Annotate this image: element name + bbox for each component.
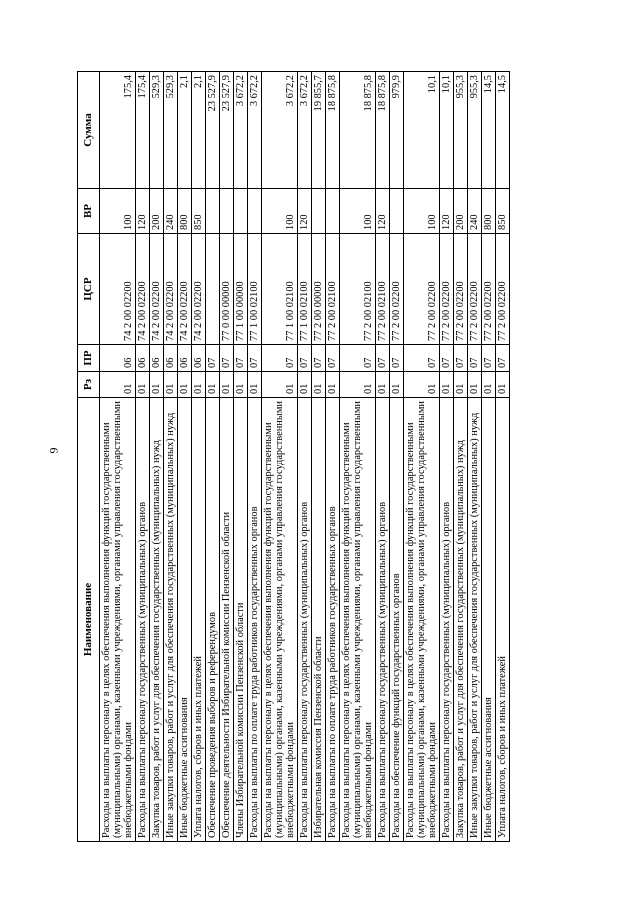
cell-rz: 01 (178, 372, 192, 398)
table-row (234, 72, 248, 842)
cell-csr: 77 0 00 00000 (220, 234, 234, 345)
cell-rz: 01 (192, 372, 206, 398)
cell-rz: 01 (326, 372, 340, 398)
cell-vr: 240 (468, 189, 482, 234)
cell-name: Члены Избирательной комиссии Пензенской области (234, 398, 248, 842)
cell-sum: 18 875,8 (340, 72, 376, 189)
cell-pr: 07 (496, 345, 510, 372)
cell-pr: 06 (192, 345, 206, 372)
cell-name: Расходы на выплаты персоналу государственных (муниципальных) органов (376, 398, 390, 842)
cell-pr: 07 (248, 345, 262, 372)
cell-name: Иные закупки товаров, работ и услуг для обеспечения государственных (муниципальных) нужд (468, 398, 482, 842)
cell-rz: 01 (248, 372, 262, 398)
cell-rz: 01 (234, 372, 248, 398)
cell-csr: 77 2 00 02200 (482, 234, 496, 345)
cell-sum: 3 672,2 (298, 72, 312, 189)
cell-rz: 01 (150, 372, 164, 398)
table-row (262, 72, 298, 842)
cell-csr (206, 234, 220, 345)
cell-rz: 01 (454, 372, 468, 398)
cell-sum: 2,1 (192, 72, 206, 189)
cell-vr: 100 (404, 189, 440, 234)
cell-name: Расходы на обеспечение функций государственных органов (390, 398, 404, 842)
cell-vr: 120 (298, 189, 312, 234)
table-row (298, 72, 312, 842)
table-row (496, 72, 510, 842)
table-row (248, 72, 262, 842)
cell-vr: 200 (150, 189, 164, 234)
header-sum: Сумма (78, 72, 100, 189)
cell-vr (248, 189, 262, 234)
table-row (482, 72, 496, 842)
table-row (178, 72, 192, 842)
cell-pr: 06 (136, 345, 150, 372)
header-pr: ПР (78, 345, 100, 372)
cell-csr: 77 1 00 00000 (234, 234, 248, 345)
cell-vr (234, 189, 248, 234)
cell-name: Избирательная комиссия Пензенской области (312, 398, 326, 842)
cell-sum: 3 672,2 (262, 72, 298, 189)
cell-sum: 3 672,2 (248, 72, 262, 189)
cell-vr (206, 189, 220, 234)
cell-rz: 01 (390, 372, 404, 398)
table-row (404, 72, 440, 842)
cell-pr: 07 (468, 345, 482, 372)
page-number: 9 (46, 447, 61, 454)
cell-pr: 06 (150, 345, 164, 372)
cell-rz: 01 (206, 372, 220, 398)
header-csr: ЦСР (78, 234, 100, 345)
cell-sum: 10,1 (440, 72, 454, 189)
cell-pr: 07 (390, 345, 404, 372)
cell-csr: 74 2 00 02200 (100, 234, 136, 345)
cell-vr (220, 189, 234, 234)
table-row (390, 72, 404, 842)
cell-pr: 07 (262, 345, 298, 372)
table-row (340, 72, 376, 842)
cell-vr: 850 (192, 189, 206, 234)
cell-name: Расходы на выплаты персоналу в целях обеспечения выполнения функций государственными (муниципальными) органами, казенными учреждениями, органами управления государственными внебюджетными фондами (404, 398, 440, 842)
cell-pr: 07 (326, 345, 340, 372)
cell-vr (312, 189, 326, 234)
cell-name: Расходы на выплаты персоналу в целях обеспечения выполнения функций государственными (муниципальными) органами, казенными учреждениями, органами управления государственными внебюджетными фондами (340, 398, 376, 842)
cell-sum: 955,3 (454, 72, 468, 189)
cell-csr: 77 2 00 02200 (496, 234, 510, 345)
cell-name: Уплата налогов, сборов и иных платежей (192, 398, 206, 842)
cell-csr: 74 2 00 02200 (136, 234, 150, 345)
cell-csr: 74 2 00 02200 (178, 234, 192, 345)
cell-pr: 07 (234, 345, 248, 372)
cell-pr: 07 (206, 345, 220, 372)
cell-sum: 955,3 (468, 72, 482, 189)
cell-rz: 01 (496, 372, 510, 398)
cell-name: Обеспечение проведения выборов и референдумов (206, 398, 220, 842)
cell-name: Обеспечение деятельности Избирательной комиссии Пензенской области (220, 398, 234, 842)
table-header-row (78, 72, 100, 842)
cell-pr: 06 (164, 345, 178, 372)
cell-sum: 14,5 (496, 72, 510, 189)
cell-rz: 01 (136, 372, 150, 398)
cell-pr: 07 (404, 345, 440, 372)
cell-name: Расходы на выплаты персоналу государственных (муниципальных) органов (298, 398, 312, 842)
cell-rz: 01 (312, 372, 326, 398)
cell-vr: 120 (440, 189, 454, 234)
cell-pr: 07 (312, 345, 326, 372)
cell-pr: 07 (298, 345, 312, 372)
cell-rz: 01 (440, 372, 454, 398)
cell-rz: 01 (482, 372, 496, 398)
cell-rz: 01 (220, 372, 234, 398)
cell-vr: 100 (100, 189, 136, 234)
table-row (136, 72, 150, 842)
cell-vr: 200 (454, 189, 468, 234)
cell-sum: 175,4 (136, 72, 150, 189)
cell-name: Иные закупки товаров, работ и услуг для обеспечения государственных (муниципальных) нужд (164, 398, 178, 842)
cell-csr: 77 2 00 02100 (376, 234, 390, 345)
cell-name: Расходы на выплаты персоналу государственных (муниципальных) органов (440, 398, 454, 842)
cell-pr: 07 (482, 345, 496, 372)
cell-csr: 77 2 00 02200 (404, 234, 440, 345)
cell-vr: 800 (482, 189, 496, 234)
cell-pr: 07 (454, 345, 468, 372)
table-row (312, 72, 326, 842)
cell-rz: 01 (468, 372, 482, 398)
header-vr: ВР (78, 189, 100, 234)
cell-pr: 07 (440, 345, 454, 372)
cell-rz: 01 (298, 372, 312, 398)
cell-vr: 100 (340, 189, 376, 234)
cell-sum: 10,1 (404, 72, 440, 189)
cell-name: Расходы на выплаты персоналу государственных (муниципальных) органов (136, 398, 150, 842)
cell-csr: 74 2 00 02200 (164, 234, 178, 345)
cell-rz: 01 (262, 372, 298, 398)
cell-csr: 77 1 00 02100 (262, 234, 298, 345)
cell-name: Расходы на выплаты персоналу в целях обеспечения выполнения функций государственными (муниципальными) органами, казенными учреждениями, органами управления государственными внебюджетными фондами (262, 398, 298, 842)
cell-csr: 77 2 00 00000 (312, 234, 326, 345)
table-row (376, 72, 390, 842)
cell-csr: 77 1 00 02100 (248, 234, 262, 345)
cell-sum: 529,3 (150, 72, 164, 189)
table-body (100, 72, 510, 842)
cell-csr: 77 2 00 02200 (454, 234, 468, 345)
table-row (440, 72, 454, 842)
cell-sum: 14,5 (482, 72, 496, 189)
cell-rz: 01 (340, 372, 376, 398)
table-row (220, 72, 234, 842)
header-name: Наименование (78, 398, 100, 842)
cell-csr: 77 2 00 02200 (390, 234, 404, 345)
table-row (100, 72, 136, 842)
cell-name: Расходы на выплаты по оплате труда работников государственных органов (326, 398, 340, 842)
cell-csr: 77 1 00 02100 (298, 234, 312, 345)
cell-sum: 3 672,2 (234, 72, 248, 189)
header-rz: Рз (78, 372, 100, 398)
budget-table (77, 71, 510, 842)
cell-name: Расходы на выплаты по оплате труда работников государственных органов (248, 398, 262, 842)
table-row (454, 72, 468, 842)
cell-csr: 77 2 00 02200 (440, 234, 454, 345)
cell-vr: 120 (136, 189, 150, 234)
cell-pr: 07 (376, 345, 390, 372)
cell-rz: 01 (376, 372, 390, 398)
cell-sum: 23 527,9 (220, 72, 234, 189)
cell-sum: 529,3 (164, 72, 178, 189)
cell-pr: 06 (100, 345, 136, 372)
cell-csr: 77 2 00 02200 (468, 234, 482, 345)
cell-pr: 07 (340, 345, 376, 372)
table-row (150, 72, 164, 842)
cell-rz: 01 (404, 372, 440, 398)
cell-csr: 74 2 00 02200 (150, 234, 164, 345)
cell-sum: 2,1 (178, 72, 192, 189)
cell-sum: 18 875,8 (376, 72, 390, 189)
table-row (192, 72, 206, 842)
cell-name: Иные бюджетные ассигнования (482, 398, 496, 842)
cell-vr: 100 (262, 189, 298, 234)
cell-name: Расходы на выплаты персоналу в целях обеспечения выполнения функций государственными (муниципальными) органами, казенными учреждениями, органами управления государственными внебюджетными фондами (100, 398, 136, 842)
cell-rz: 01 (100, 372, 136, 398)
cell-vr: 850 (496, 189, 510, 234)
cell-sum: 18 875,8 (326, 72, 340, 189)
cell-vr: 800 (178, 189, 192, 234)
cell-name: Закупка товаров, работ и услуг для обеспечения государственных (муниципальных) нужд (150, 398, 164, 842)
cell-name: Закупка товаров, работ и услуг для обеспечения государственных (муниципальных) нужд (454, 398, 468, 842)
cell-vr (390, 189, 404, 234)
cell-vr: 120 (376, 189, 390, 234)
cell-vr: 240 (164, 189, 178, 234)
cell-rz: 01 (164, 372, 178, 398)
cell-sum: 175,4 (100, 72, 136, 189)
cell-vr (326, 189, 340, 234)
cell-sum: 23 527,9 (206, 72, 220, 189)
cell-pr: 07 (220, 345, 234, 372)
rotated-page-content (77, 72, 579, 842)
cell-sum: 979,9 (390, 72, 404, 189)
cell-pr: 06 (178, 345, 192, 372)
table-row (206, 72, 220, 842)
cell-name: Уплата налогов, сборов и иных платежей (496, 398, 510, 842)
table-row (468, 72, 482, 842)
cell-csr: 74 2 00 02200 (192, 234, 206, 345)
cell-csr: 77 2 00 02100 (326, 234, 340, 345)
cell-sum: 19 855,7 (312, 72, 326, 189)
table-row (326, 72, 340, 842)
cell-name: Иные бюджетные ассигнования (178, 398, 192, 842)
cell-csr: 77 2 00 02100 (340, 234, 376, 345)
table-row (164, 72, 178, 842)
